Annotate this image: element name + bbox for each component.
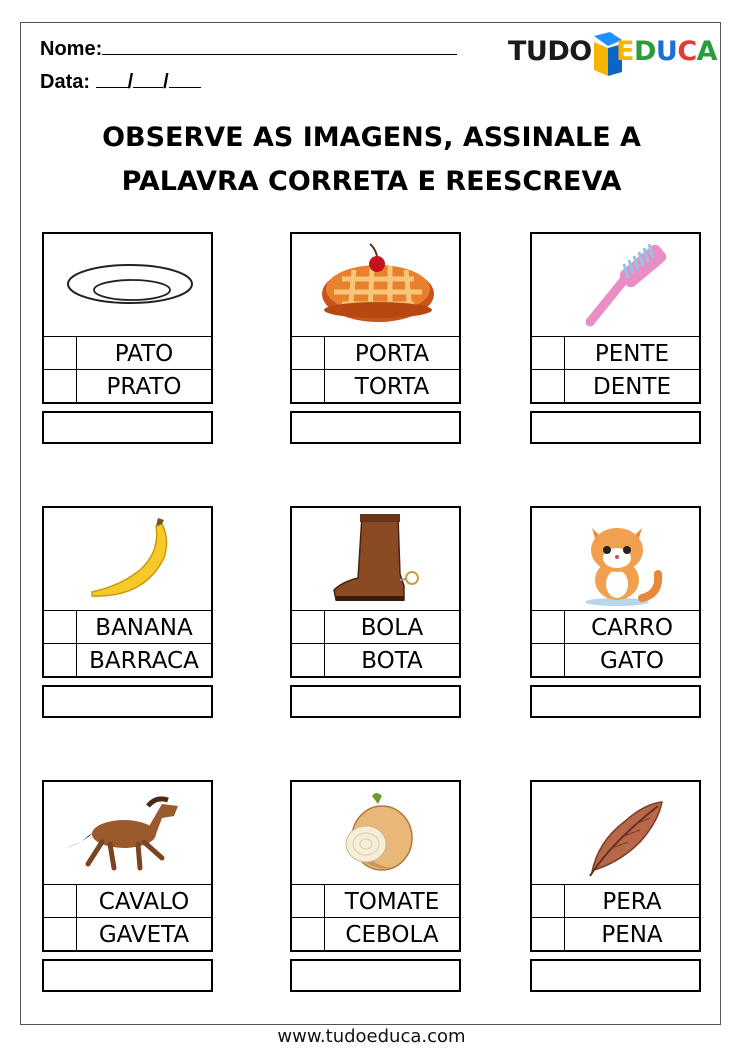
date-label: Data: — [40, 71, 91, 93]
card-pie — [290, 232, 461, 404]
card-picture — [292, 508, 459, 611]
answer-box[interactable] — [530, 411, 701, 444]
title-line-1: OBSERVE AS IMAGENS, ASSINALE A — [102, 122, 641, 153]
name-line[interactable] — [102, 36, 457, 55]
option-word: TORTA — [354, 374, 430, 400]
option-row-2[interactable] — [532, 917, 699, 950]
option-row-2[interactable] — [532, 643, 699, 676]
checkbox[interactable] — [292, 884, 325, 917]
card-cat — [530, 506, 701, 678]
option-row-2[interactable] — [292, 643, 459, 676]
boot-icon — [292, 508, 459, 610]
option-row-1[interactable] — [292, 336, 459, 370]
date-field[interactable] — [40, 69, 201, 94]
option-word: PORTA — [354, 341, 430, 367]
card-picture — [292, 782, 459, 885]
option-word: GAVETA — [98, 922, 190, 948]
plate-icon — [44, 234, 211, 336]
checkbox[interactable] — [44, 336, 77, 369]
checkbox[interactable] — [532, 336, 565, 369]
title-line-2: PALAVRA CORRETA E REESCREVA — [121, 166, 622, 197]
date-slash-1: / — [127, 71, 134, 93]
option-row-2[interactable] — [292, 369, 459, 402]
answer-box[interactable] — [42, 685, 213, 718]
option-word: PATO — [114, 341, 174, 367]
option-word: BOTA — [361, 648, 423, 674]
banana-icon — [44, 508, 211, 610]
option-word: CAVALO — [98, 889, 190, 915]
feather-icon — [532, 782, 699, 884]
answer-box[interactable] — [290, 411, 461, 444]
card-picture — [532, 508, 699, 611]
option-word: CEBOLA — [345, 922, 439, 948]
checkbox[interactable] — [292, 917, 325, 950]
answer-box[interactable] — [530, 959, 701, 992]
logo-text-tudo: TUDO — [508, 36, 592, 67]
option-word: BANANA — [95, 615, 193, 641]
checkbox[interactable] — [292, 610, 325, 643]
option-word: TOMATE — [344, 889, 440, 915]
option-row-1[interactable] — [532, 884, 699, 918]
card-comb — [530, 232, 701, 404]
page-title — [60, 116, 683, 204]
option-row-2[interactable] — [292, 917, 459, 950]
comb-icon — [532, 234, 699, 336]
date-slash-2: / — [163, 71, 169, 93]
option-word: GATO — [600, 648, 664, 674]
checkbox[interactable] — [532, 884, 565, 917]
footer-url[interactable]: www.tudoeduca.com — [277, 1026, 466, 1047]
checkbox[interactable] — [44, 610, 77, 643]
option-row-2[interactable] — [44, 643, 211, 676]
answer-box[interactable] — [290, 685, 461, 718]
card-plate — [42, 232, 213, 404]
option-row-2[interactable] — [44, 369, 211, 402]
option-word: DENTE — [592, 374, 672, 400]
logo — [508, 30, 720, 78]
option-row-1[interactable] — [532, 610, 699, 644]
onion-icon — [292, 782, 459, 884]
option-word: BARRACA — [89, 648, 199, 674]
card-picture — [292, 234, 459, 337]
option-word: PENTE — [594, 341, 670, 367]
option-word: PERA — [602, 889, 662, 915]
checkbox[interactable] — [44, 369, 77, 402]
card-picture — [44, 508, 211, 611]
checkbox[interactable] — [44, 884, 77, 917]
card-picture — [44, 782, 211, 885]
card-picture — [532, 234, 699, 337]
answer-box[interactable] — [530, 685, 701, 718]
answer-box[interactable] — [42, 411, 213, 444]
option-row-1[interactable] — [44, 884, 211, 918]
option-word: CARRO — [591, 615, 673, 641]
option-row-1[interactable] — [292, 884, 459, 918]
checkbox[interactable] — [532, 917, 565, 950]
card-onion — [290, 780, 461, 952]
checkbox[interactable] — [292, 336, 325, 369]
card-boot — [290, 506, 461, 678]
name-field[interactable] — [40, 36, 457, 61]
answer-box[interactable] — [290, 959, 461, 992]
option-row-2[interactable] — [44, 917, 211, 950]
checkbox[interactable] — [532, 643, 565, 676]
date-day-line[interactable] — [96, 69, 128, 88]
checkbox[interactable] — [44, 643, 77, 676]
checkbox[interactable] — [44, 917, 77, 950]
logo-text-educa: EDUCA — [616, 36, 718, 67]
option-row-1[interactable] — [44, 610, 211, 644]
date-year-line[interactable] — [169, 69, 201, 88]
option-row-1[interactable] — [44, 336, 211, 370]
checkbox[interactable] — [532, 610, 565, 643]
option-row-1[interactable] — [532, 336, 699, 370]
card-picture — [44, 234, 211, 337]
option-row-2[interactable] — [532, 369, 699, 402]
option-row-1[interactable] — [292, 610, 459, 644]
checkbox[interactable] — [532, 369, 565, 402]
horse-icon — [44, 782, 211, 884]
date-month-line[interactable] — [133, 69, 163, 88]
option-word: BOLA — [360, 615, 424, 641]
card-banana — [42, 506, 213, 678]
checkbox[interactable] — [292, 369, 325, 402]
checkbox[interactable] — [292, 643, 325, 676]
option-word: PENA — [601, 922, 663, 948]
name-label: Nome: — [40, 38, 103, 60]
option-word: PRATO — [106, 374, 182, 400]
card-picture — [532, 782, 699, 885]
card-horse — [42, 780, 213, 952]
cat-icon — [532, 508, 699, 610]
answer-box[interactable] — [42, 959, 213, 992]
pie-icon — [292, 234, 459, 336]
card-feather — [530, 780, 701, 952]
